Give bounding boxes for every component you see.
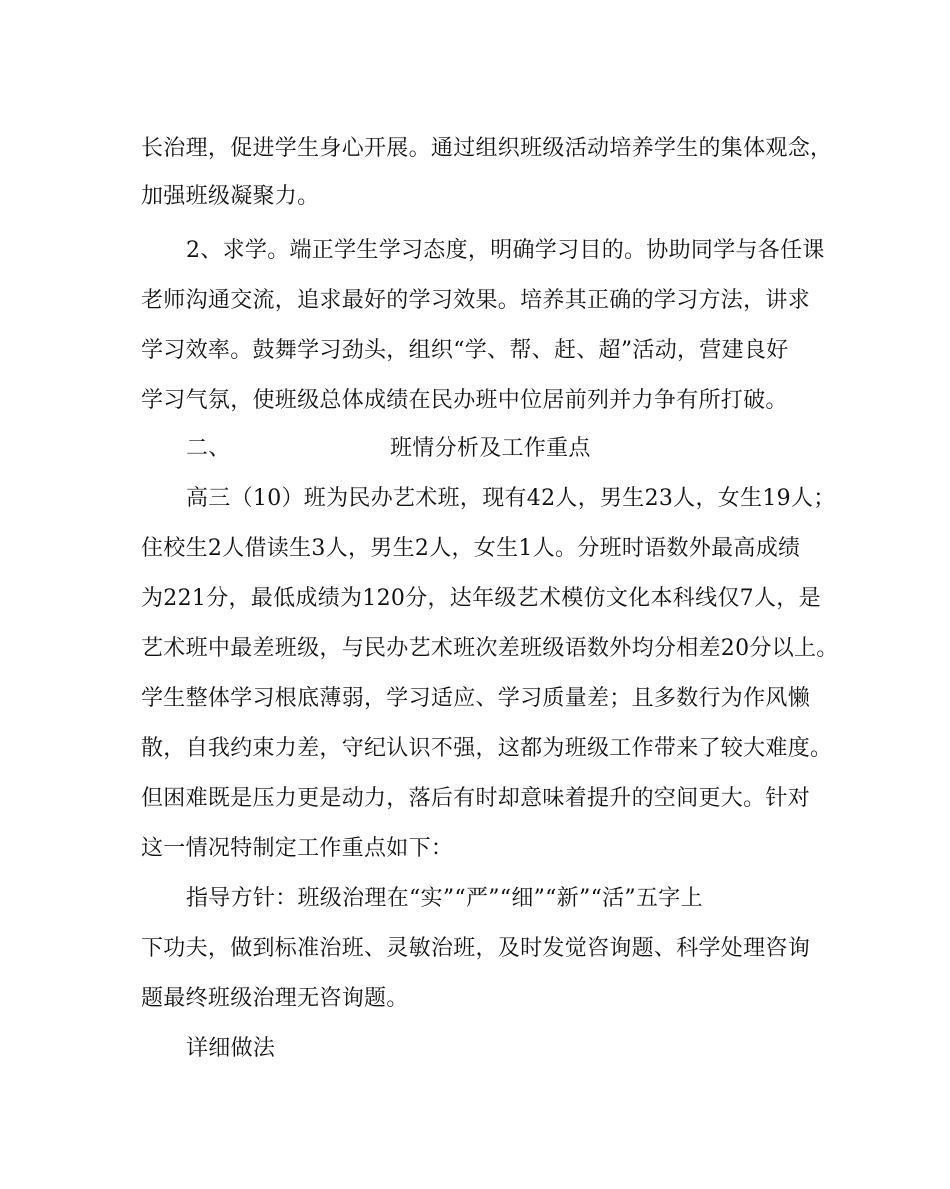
- paragraph-line: 学生整体学习根底薄弱，学习适应、学习质量差；且多数行为作风懒: [141, 686, 811, 711]
- paragraph-line: 但困难既是压力更是动力，落后有时却意味着提升的空间更大。针对: [141, 786, 811, 811]
- paragraph-line: 老师沟通交流，追求最好的学习效果。培养其正确的学习方法，讲求: [141, 288, 811, 313]
- paragraph-line: 题最终班级治理无咨询题。: [141, 986, 409, 1011]
- paragraph-line: 指导方针：班级治理在“实”“严”“细”“新”“活”五字上: [186, 886, 703, 911]
- paragraph-line: 下功夫，做到标准治班、灵敏治班，及时发觉咨询题、科学处理咨询: [141, 936, 811, 961]
- paragraph-line: 加强班级凝聚力。: [141, 184, 320, 209]
- paragraph-line: 长治理，促进学生身心开展。通过组织班级活动培养学生的集体观念，: [141, 136, 833, 161]
- section-heading-number: 二、: [186, 436, 231, 461]
- paragraph-line: 为221分，最低成绩为120分，达年级艺术模仿文化本科线仅7人，是: [141, 586, 821, 611]
- paragraph-line: 详细做法: [186, 1036, 276, 1061]
- paragraph-line: 散，自我约束力差，守纪认识不强，这都为班级工作带来了较大难度。: [141, 736, 833, 761]
- paragraph-line: 高三（10）班为民办艺术班，现有42人，男生23人，女生19人；: [186, 486, 836, 511]
- paragraph-line: 2、求学。端正学生学习态度，明确学习目的。协助同学与各任课: [186, 238, 825, 263]
- paragraph-line: 这一情况特制定工作重点如下：: [141, 836, 454, 861]
- section-heading-title: 班情分析及工作重点: [390, 436, 591, 461]
- paragraph-line: 学习效率。鼓舞学习劲头，组织“学、帮、赶、超”活动，营建良好: [141, 338, 789, 363]
- paragraph-line: 艺术班中最差班级，与民办艺术班次差班级语数外均分相差20分以上。: [141, 636, 839, 661]
- paragraph-line: 住校生2人借读生3人，男生2人，女生1人。分班时语数外最高成绩: [141, 536, 801, 561]
- paragraph-line: 学习气氛，使班级总体成绩在民办班中位居前列并力争有所打破。: [141, 388, 788, 413]
